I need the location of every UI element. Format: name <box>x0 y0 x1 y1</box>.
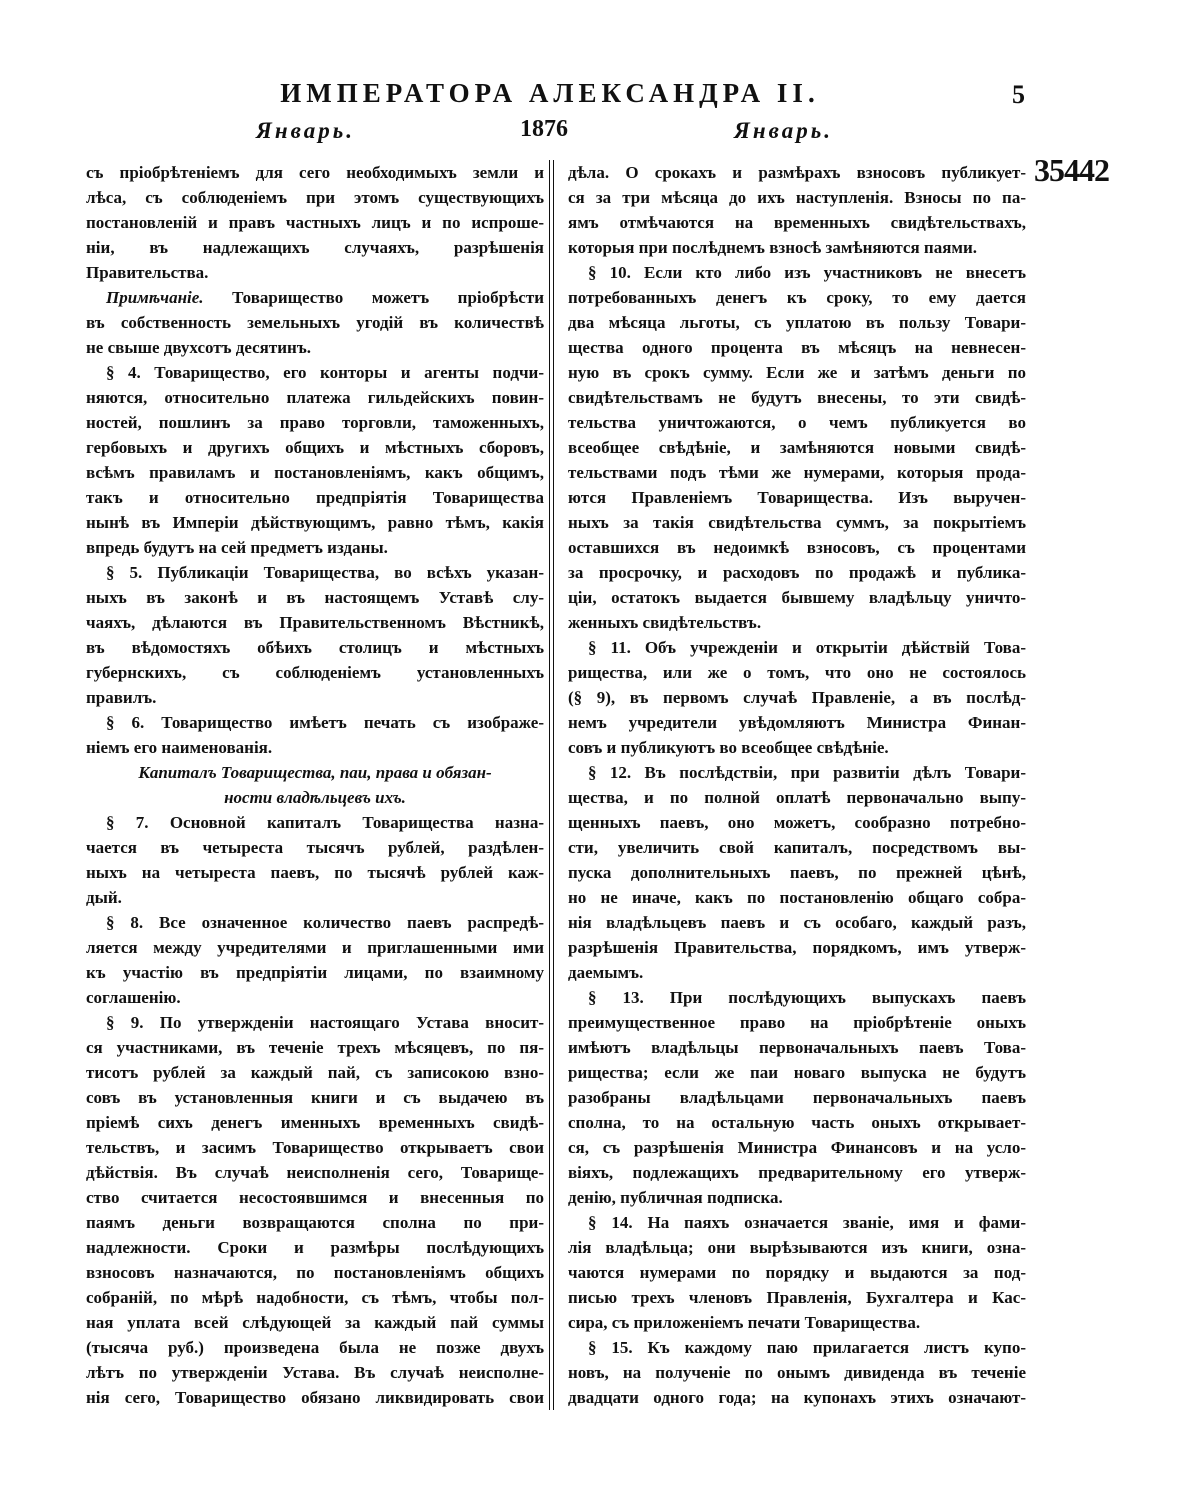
text-line-content: § 10. Если кто либо изъ участниковъ не внесетъ <box>588 263 1026 282</box>
page-number: 5 <box>1012 80 1025 109</box>
text-line-content: совъ въ установленныя книги и съ выдачею въ <box>86 1088 544 1107</box>
text-line <box>86 1010 544 1035</box>
text-line-content: нія владѣльцевъ паевъ и съ особаго, каждый разъ, <box>568 913 1026 932</box>
text-line-content: § 11. Объ учрежденіи и открытіи дѣйствій Това- <box>588 638 1026 657</box>
text-line-content: съ пріобрѣтеніемъ для сего необходимыхъ земли и <box>86 163 544 182</box>
text-line-content: ныхъ въ законѣ и въ настоящемъ Уставѣ слу- <box>86 588 544 607</box>
text-line-content: потребованныхъ денегъ къ сроку, то ему дается <box>568 288 1026 307</box>
text-line <box>568 385 1026 410</box>
text-line-content: чаются нумерами по порядку и выдаются за под- <box>568 1263 1026 1282</box>
text-line <box>86 435 544 460</box>
month-left: Январь. <box>256 118 355 143</box>
column-divider <box>549 160 550 1410</box>
text-line <box>86 460 544 485</box>
text-line-content: (тысяча руб.) произведена была не позже двухъ <box>86 1338 544 1357</box>
text-line-content: женныхъ свидѣтельствъ. <box>568 613 762 632</box>
text-line-content: лѣтъ по утвержденіи Устава. Въ случаѣ неисполне- <box>86 1363 544 1382</box>
text-line <box>568 985 1026 1010</box>
month-right: Январь. <box>734 118 833 143</box>
text-line-content: тельствъ, и засимъ Товарищество открываетъ свои <box>86 1138 544 1157</box>
text-line-content: ніи, въ надлежащихъ случаяхъ, разрѣшенія <box>86 238 544 257</box>
text-line-content: Правительства. <box>86 263 209 282</box>
text-line-content: правилъ. <box>86 688 157 707</box>
text-line <box>86 1235 544 1260</box>
text-line <box>86 1085 544 1110</box>
text-line <box>568 535 1026 560</box>
text-line <box>568 1135 1026 1160</box>
text-line <box>86 185 544 210</box>
text-line <box>568 1110 1026 1135</box>
text-line <box>568 610 1026 635</box>
text-line-content: ство считается несостоявшимся и внесенныя по <box>86 1188 544 1207</box>
text-line <box>568 285 1026 310</box>
text-line <box>86 1360 544 1385</box>
text-line-content: ностей, пошлинъ за право торговли, таможенныхъ, <box>86 413 544 432</box>
text-line <box>86 285 544 310</box>
text-line <box>86 785 544 810</box>
text-line <box>86 585 544 610</box>
text-line-content: оставшихся въ недоимкѣ взносовъ, съ процентами <box>568 538 1026 557</box>
text-line-content: § 14. На паяхъ означается званіе, имя и фами- <box>588 1213 1026 1232</box>
text-line-content: гербовыхъ и другихъ общихъ и мѣстныхъ сборовъ, <box>86 438 544 457</box>
text-line <box>86 360 544 385</box>
text-line <box>568 1160 1026 1185</box>
text-line <box>86 610 544 635</box>
text-line-content: няются, относительно платежа гильдейскихъ повин- <box>86 388 544 407</box>
text-line <box>86 310 544 335</box>
text-line <box>86 635 544 660</box>
text-line-content: въ вѣдомостяхъ обѣихъ столицъ и мѣстныхъ <box>86 638 544 657</box>
text-line-content: ляется между учредителями и приглашенными ими <box>86 938 544 957</box>
text-line-content: ныхъ за такія свидѣтельства суммъ, за покрытіемъ <box>568 513 1026 532</box>
text-line-content: ніемъ его наименованія. <box>86 738 273 757</box>
text-line-content: ся за три мѣсяца до ихъ наступленія. Взносы по па- <box>568 188 1026 207</box>
text-line <box>86 235 544 260</box>
text-line <box>86 160 544 185</box>
text-line-content: § 5. Публикаціи Товарищества, во всѣхъ указан- <box>106 563 544 582</box>
text-line-content: § 9. По утвержденіи настоящаго Устава вносит- <box>106 1013 544 1032</box>
text-line-content: ямъ отмѣчаются на временныхъ свидѣтельствахъ, <box>568 213 1026 232</box>
text-line <box>568 1210 1026 1235</box>
text-line-content: сти, увеличить свой капиталъ, посредствомъ вы- <box>568 838 1026 857</box>
text-line <box>568 685 1026 710</box>
text-line <box>568 1185 1026 1210</box>
text-line-content: § 13. При послѣдующихъ выпускахъ паевъ <box>588 988 1026 1007</box>
text-line <box>568 1085 1026 1110</box>
text-line-content: сира, съ приложеніемъ печати Товарищества. <box>568 1313 921 1332</box>
text-line-content: пуска дополнительныхъ паевъ, по прежней цѣнѣ, <box>568 863 1026 882</box>
text-line <box>86 260 544 285</box>
running-title: ИМПЕРАТОРА АЛЕКСАНДРА II. <box>280 78 820 108</box>
text-line <box>86 1385 544 1410</box>
text-line-content: ная уплата всей слѣдующей за каждый пай суммы <box>86 1313 544 1332</box>
text-line-content: ціи, остатокъ выдается бывшему владѣльцу уничто- <box>568 588 1026 607</box>
text-line-content: немъ учредители увѣдомляютъ Министра Финан- <box>568 713 1026 732</box>
text-line-content: § 4. Товарищество, его конторы и агенты подчи- <box>106 363 544 382</box>
text-line <box>86 1110 544 1135</box>
text-line-content: § 15. Къ каждому паю прилагается листъ купо- <box>588 1338 1026 1357</box>
text-line-content: рищества; если же паи новаго выпуска не будутъ <box>568 1063 1026 1082</box>
text-line <box>568 1385 1026 1410</box>
text-line <box>568 810 1026 835</box>
text-line <box>568 835 1026 860</box>
text-line <box>568 710 1026 735</box>
text-line <box>568 785 1026 810</box>
text-line <box>568 735 1026 760</box>
text-line <box>568 510 1026 535</box>
text-line <box>568 1260 1026 1285</box>
text-line-content: преимущественное право на пріобрѣтеніе оныхъ <box>568 1013 1026 1032</box>
text-line <box>86 1210 544 1235</box>
text-line-content: ности владѣльцевъ ихъ. <box>224 788 406 807</box>
left-text-column <box>86 160 544 1410</box>
text-line <box>86 660 544 685</box>
text-line-content: имѣютъ владѣльцы первоначальныхъ паевъ Това- <box>568 1038 1026 1057</box>
text-line-content: даемымъ. <box>568 963 644 982</box>
text-line-content: ную въ срокъ сумму. Если же и затѣмъ деньги по <box>568 363 1026 382</box>
text-line-content: ются Правленіемъ Товарищества. Изъ выручен- <box>568 488 1026 507</box>
text-line-content: губернскихъ, съ соблюденіемъ установленныхъ <box>86 663 544 682</box>
text-line-content: § 6. Товарищество имѣетъ печать съ изображе- <box>106 713 544 732</box>
text-line <box>568 160 1026 185</box>
text-line-content: въ собственность земельныхъ угодій въ количествѣ <box>86 313 544 332</box>
margin-law-number: 35442 <box>1034 152 1109 188</box>
right-text-column <box>568 160 1026 1410</box>
text-line-content: впредь будутъ на сей предметъ изданы. <box>86 538 388 557</box>
text-line-content: лѣса, съ соблюденіемъ при этомъ существующихъ <box>86 188 544 207</box>
text-line <box>568 910 1026 935</box>
text-line-content: лія владѣльца; они вырѣзываются изъ книги, озна- <box>568 1238 1026 1257</box>
italic-note-label: Примѣчаніе. <box>106 288 204 307</box>
text-line <box>568 310 1026 335</box>
text-line-content: свидѣтельствамъ не будутъ внесены, то эти свидѣ- <box>568 388 1026 407</box>
text-line-content: ся, съ разрѣшенія Министра Финансовъ и на усло- <box>568 1138 1026 1157</box>
text-line <box>568 885 1026 910</box>
text-line-content: Товарищество можетъ пріобрѣсти <box>203 288 544 307</box>
text-line <box>568 1360 1026 1385</box>
text-line <box>86 985 544 1010</box>
text-line-content: собраній, по мѣрѣ надобности, съ тѣмъ, чтобы пол- <box>86 1288 544 1307</box>
text-line <box>568 410 1026 435</box>
text-line <box>86 835 544 860</box>
text-line <box>86 1260 544 1285</box>
text-line <box>568 485 1026 510</box>
text-line-content: дѣла. О срокахъ и размѣрахъ взносовъ публикует- <box>568 163 1026 182</box>
text-line-content: тельствами подъ тѣми же нумерами, которыя прода- <box>568 463 1026 482</box>
text-line-content: разобраны владѣльцами первоначальныхъ паевъ <box>568 1088 1026 1107</box>
text-line-content: нія сего, Товарищество обязано ликвидировать свои <box>86 1388 544 1407</box>
text-line-content: сполна, то на остальную часть оныхъ открывает- <box>568 1113 1026 1132</box>
text-line <box>86 510 544 535</box>
text-line-content: § 12. Въ послѣдствіи, при развитіи дѣлъ Товари- <box>588 763 1026 782</box>
year: 1876 <box>520 116 568 142</box>
text-line-content: которыя при послѣднемъ взносѣ замѣняются паями. <box>568 238 978 257</box>
text-line-content: разрѣшенія Правительства, порядкомъ, имъ утверж- <box>568 938 1026 957</box>
text-line <box>86 1285 544 1310</box>
text-line-content: дѣйствія. Въ случаѣ неисполненія сего, Товарище- <box>86 1163 544 1182</box>
text-line <box>86 1060 544 1085</box>
text-line <box>86 1160 544 1185</box>
text-line <box>568 960 1026 985</box>
text-line <box>568 260 1026 285</box>
text-line-content: надлежности. Сроки и размѣры послѣдующихъ <box>86 1238 544 1257</box>
text-line <box>568 660 1026 685</box>
text-line <box>86 685 544 710</box>
text-line <box>86 410 544 435</box>
text-line <box>86 1185 544 1210</box>
text-line-content: § 8. Все означенное количество паевъ распредѣ- <box>106 913 544 932</box>
text-line-content: дый. <box>86 888 122 907</box>
text-line <box>86 1035 544 1060</box>
text-line <box>568 860 1026 885</box>
text-line-content: за просрочку, и расходовъ по продажѣ и публика- <box>568 563 1026 582</box>
text-line <box>86 710 544 735</box>
text-line-content: (§ 9), въ первомъ случаѣ Правленіе, а въ послѣд- <box>568 688 1026 707</box>
text-line <box>86 810 544 835</box>
text-line-content: двадцати одного года; на купонахъ этихъ означают- <box>568 1388 1026 1407</box>
text-line <box>86 885 544 910</box>
text-line <box>568 1060 1026 1085</box>
text-line-content: § 7. Основной капиталъ Товарищества назна- <box>106 813 544 832</box>
text-line <box>86 1310 544 1335</box>
text-line-content: пріемѣ сихъ денегъ именныхъ временныхъ свидѣ- <box>86 1113 544 1132</box>
text-line-content: чаяхъ, дѣлаются въ Правительственномъ Вѣстникѣ, <box>86 613 544 632</box>
text-line <box>568 1010 1026 1035</box>
text-line <box>568 335 1026 360</box>
text-line <box>86 535 544 560</box>
text-line-content: віяхъ, подлежащихъ предварительному его утверж- <box>568 1163 1026 1182</box>
text-line <box>568 935 1026 960</box>
text-line-content: паямъ деньги возвращаются сполна по при- <box>86 1213 544 1232</box>
text-line-content: ныхъ на четыреста паевъ, по тысячѣ рублей каж- <box>86 863 544 882</box>
text-line <box>86 1135 544 1160</box>
text-line <box>86 560 544 585</box>
text-line <box>86 385 544 410</box>
text-line <box>568 1235 1026 1260</box>
text-line-content: всеобщее свѣдѣніе, и замѣняются новыми свидѣ- <box>568 438 1026 457</box>
text-line <box>86 335 544 360</box>
text-line <box>86 960 544 985</box>
text-line <box>568 235 1026 260</box>
text-line-content: новъ, на полученіе по онымъ дивиденда въ теченіе <box>568 1363 1026 1382</box>
text-line <box>568 760 1026 785</box>
text-line-content: тисотъ рублей за каждый пай, съ записокою взно- <box>86 1063 544 1082</box>
text-line-content: денію, публичная подписка. <box>568 1188 783 1207</box>
text-line-content: чается въ четыреста тысячъ рублей, раздѣлен- <box>86 838 544 857</box>
text-line-content: писью трехъ членовъ Правленія, Бухгалтера и Кас- <box>568 1288 1026 1307</box>
text-line <box>86 210 544 235</box>
text-line <box>568 1310 1026 1335</box>
text-line-content: щенныхъ паевъ, оно можетъ, сообразно потребно- <box>568 813 1026 832</box>
text-line <box>568 1035 1026 1060</box>
text-line-content: два мѣсяца льготы, съ уплатою въ пользу Товари- <box>568 313 1026 332</box>
text-line-content: Капиталъ Товарищества, паи, права и обязан- <box>138 763 492 782</box>
text-line <box>568 560 1026 585</box>
text-line-content: тельства уничтожаются, о чемъ публикуется во <box>568 413 1026 432</box>
text-line-content: къ участію въ предпріятіи лицами, по взаимному <box>86 963 544 982</box>
text-line <box>568 585 1026 610</box>
text-line <box>568 360 1026 385</box>
text-line <box>568 210 1026 235</box>
text-line <box>86 485 544 510</box>
text-line-content: рищества, или же о томъ, что оно не состоялось <box>568 663 1026 682</box>
text-line <box>86 910 544 935</box>
column-divider <box>553 160 554 1410</box>
text-line-content: нынѣ въ Имперіи дѣйствующимъ, равно тѣмъ, какія <box>86 513 544 532</box>
text-line-content: но не иначе, какъ по постановленію общаго собра- <box>568 888 1026 907</box>
text-line <box>86 760 544 785</box>
text-line <box>86 935 544 960</box>
text-line-content: такъ и относительно предпріятія Товарищества <box>86 488 544 507</box>
text-line <box>568 1285 1026 1310</box>
text-line <box>568 435 1026 460</box>
text-line <box>86 1335 544 1360</box>
text-line-content: постановленій и правъ частныхъ лицъ и по испроше- <box>86 213 544 232</box>
text-line <box>568 635 1026 660</box>
text-line <box>86 860 544 885</box>
text-line <box>568 1335 1026 1360</box>
text-line <box>568 460 1026 485</box>
text-line-content: соглашенію. <box>86 988 181 1007</box>
text-line <box>568 185 1026 210</box>
text-line-content: взносовъ назначаются, по постановленіямъ общихъ <box>86 1263 544 1282</box>
text-line-content: щества одного процента въ мѣсяцъ на невнесен- <box>568 338 1026 357</box>
text-line-content: всѣмъ правиламъ и постановленіямъ, какъ общимъ, <box>86 463 544 482</box>
text-line-content: ся участниками, въ теченіе трехъ мѣсяцевъ, по пя- <box>86 1038 544 1057</box>
text-line <box>86 735 544 760</box>
text-line-content: щества, и по полной оплатѣ первоначально выпу- <box>568 788 1026 807</box>
text-line-content: не свыше двухсотъ десятинъ. <box>86 338 311 357</box>
text-line-content: совъ и публикуютъ во всеобщее свѣдѣніе. <box>568 738 889 757</box>
